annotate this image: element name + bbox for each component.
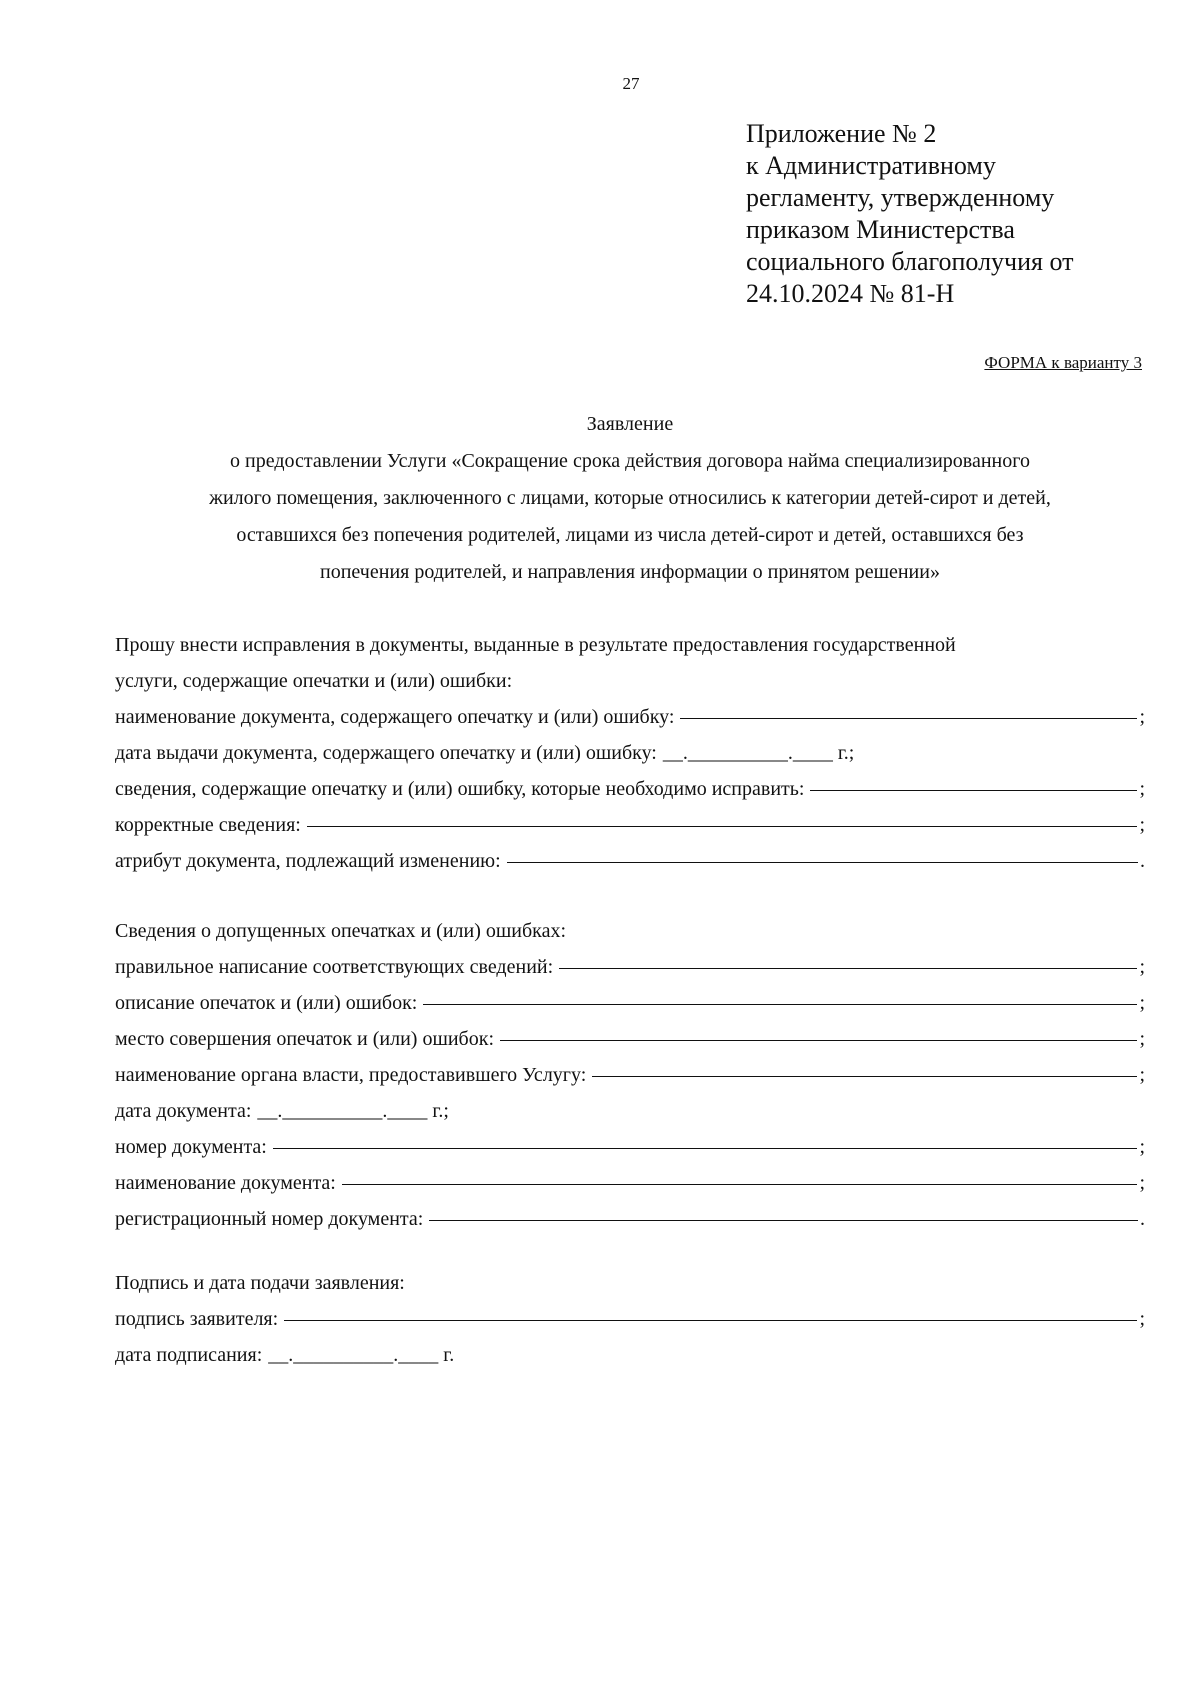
appendix-line: к Административному (746, 151, 996, 180)
field-label: атрибут документа, подлежащий изменению: (115, 850, 501, 872)
attribute-row (115, 843, 1145, 879)
section-heading: Сведения о допущенных опечатках и (или) ошибках: (115, 920, 567, 942)
spelling-field[interactable] (559, 968, 1137, 969)
description-field[interactable] (423, 1004, 1137, 1005)
doc-title-field[interactable] (342, 1184, 1138, 1185)
field-label: дата выдачи документа, содержащего опечатку и (или) ошибку: (115, 742, 657, 764)
issue-date-row (115, 735, 1145, 771)
authority-field[interactable] (592, 1076, 1137, 1077)
sign-date-field[interactable]: __.__________.____ г. (268, 1344, 455, 1366)
appendix-line: Приложение № 2 (746, 119, 937, 148)
field-label: дата подписания: (115, 1344, 263, 1366)
correction-request-section (115, 627, 1145, 879)
spelling-row (115, 949, 1145, 985)
field-end: ; (1139, 956, 1145, 978)
field-end: ; (1139, 1136, 1145, 1158)
doc-date-row (115, 1093, 1145, 1129)
title-line: о предоставлении Услуги «Сокращение срока действия договора найма специализированного (230, 450, 1030, 472)
field-end: ; (1139, 1172, 1145, 1194)
field-end: ; (1139, 814, 1145, 836)
doc-date-field[interactable]: __.__________.____ г.; (257, 1100, 449, 1122)
place-row (115, 1021, 1145, 1057)
signature-section (115, 1265, 1145, 1373)
title-heading: Заявление (586, 413, 674, 435)
doc-number-field[interactable] (273, 1148, 1138, 1149)
field-end: . (1140, 1208, 1145, 1230)
field-label: подпись заявителя: (115, 1308, 279, 1330)
signature-field[interactable] (284, 1320, 1137, 1321)
field-end: . (1140, 850, 1145, 872)
info-field[interactable] (810, 790, 1137, 791)
appendix-line: регламенту, утвержденному (746, 183, 1055, 212)
info-row (115, 771, 1145, 807)
field-label: регистрационный номер документа: (115, 1208, 424, 1230)
doc-number-row (115, 1129, 1145, 1165)
field-label: дата документа: (115, 1100, 252, 1122)
appendix-line: 24.10.2024 № 81-Н (746, 279, 955, 308)
title-line: оставшихся без попечения родителей, лицами из числа детей-сирот и детей, оставшихся без (236, 524, 1024, 546)
appendix-line: социального благополучия от (746, 247, 1074, 276)
sign-date-row (115, 1337, 1145, 1373)
field-label: сведения, содержащие опечатку и (или) ошибку, которые необходимо исправить: (115, 778, 805, 800)
reg-number-row (115, 1201, 1145, 1237)
field-end: ; (1139, 1308, 1145, 1330)
appendix-line: приказом Министерства (746, 215, 1015, 244)
errors-details-section (115, 913, 1145, 1237)
field-label: наименование документа: (115, 1172, 336, 1194)
intro-text: услуги, содержащие опечатки и (или) ошибки: (115, 670, 513, 692)
field-label: описание опечаток и (или) ошибок: (115, 992, 418, 1014)
doc-name-field[interactable] (680, 718, 1137, 719)
title-line: жилого помещения, заключенного с лицами, которые относились к категории детей-сирот и детей, (209, 487, 1051, 509)
field-end: ; (1139, 992, 1145, 1014)
section-heading: Подпись и дата подачи заявления: (115, 1272, 405, 1294)
field-end: ; (1139, 1064, 1145, 1086)
field-label: наименование документа, содержащего опечатку и (или) ошибку: (115, 706, 675, 728)
description-row (115, 985, 1145, 1021)
field-label: правильное написание соответствующих сведений: (115, 956, 554, 978)
field-end: ; (1139, 1028, 1145, 1050)
authority-row (115, 1057, 1145, 1093)
appendix-header (746, 118, 1074, 310)
form-reference: ФОРМА к варианту 3 (984, 353, 1142, 372)
doc-title-row (115, 1165, 1145, 1201)
issue-date-field[interactable]: __.__________.____ г.; (662, 742, 855, 764)
doc-name-row (115, 699, 1145, 735)
field-label: номер документа: (115, 1136, 267, 1158)
intro-text: Прошу внести исправления в документы, выданные в результате предоставления государственной (115, 634, 956, 656)
page-number: 27 (622, 74, 640, 93)
field-end: ; (1139, 778, 1145, 800)
reg-number-field[interactable] (429, 1220, 1138, 1221)
signature-row (115, 1301, 1145, 1337)
field-end: ; (1139, 706, 1145, 728)
field-label: место совершения опечаток и (или) ошибок: (115, 1028, 495, 1050)
field-label: корректные сведения: (115, 814, 301, 836)
attribute-field[interactable] (507, 862, 1138, 863)
correct-info-row (115, 807, 1145, 843)
place-field[interactable] (500, 1040, 1137, 1041)
correct-info-field[interactable] (307, 826, 1138, 827)
title-line: попечения родителей, и направления информации о принятом решении» (320, 561, 940, 583)
document-title (100, 406, 1160, 591)
field-label: наименование органа власти, предоставившего Услугу: (115, 1064, 587, 1086)
